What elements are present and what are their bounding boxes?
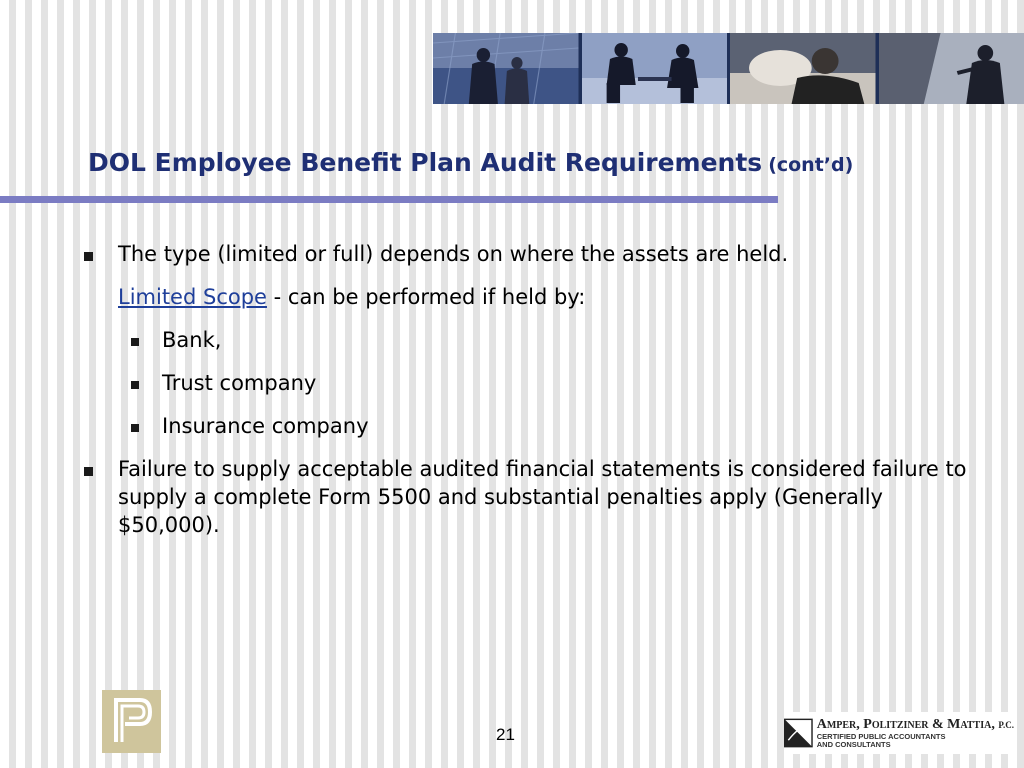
business-people-photo-4	[879, 33, 1024, 104]
title-underline-rule	[0, 196, 778, 203]
business-people-photo-1	[433, 33, 579, 104]
firm-suffix: P.C.	[998, 719, 1014, 730]
firm-subtitle-1: CERTIFIED PUBLIC ACCOUNTANTS	[816, 731, 946, 741]
firm-mark-icon	[784, 713, 813, 753]
limited-scope-link[interactable]: Limited Scope	[118, 285, 267, 309]
slide-title-suffix: (cont’d)	[768, 154, 854, 176]
sub-bullet-text: Trust company	[162, 371, 317, 395]
limited-scope-text: - can be performed if held by:	[266, 285, 586, 309]
sub-bullet-text: Insurance company	[162, 414, 369, 438]
sub-bullet-item	[80, 369, 980, 397]
square-bullet-icon	[131, 381, 139, 389]
limited-scope-line	[80, 283, 980, 311]
slide-title	[88, 148, 853, 177]
square-bullet-icon	[84, 252, 93, 261]
slide-body	[80, 240, 980, 539]
bullet-item-penalties	[80, 455, 980, 539]
business-people-photo-2	[582, 33, 728, 104]
slide-title-main: DOL Employee Benefit Plan Audit Requirements	[88, 148, 763, 177]
square-bullet-icon	[84, 467, 93, 476]
sub-bullet-item	[80, 326, 980, 354]
firm-name-text: Amper, Politziner & Mattia,	[816, 716, 995, 732]
firm-name	[817, 718, 1014, 732]
firm-p-logo	[102, 690, 161, 753]
firm-logo	[784, 712, 1014, 754]
bullet-item-asset-type	[80, 240, 980, 268]
square-bullet-icon	[131, 424, 139, 432]
sub-bullet-text: Bank,	[162, 328, 222, 352]
sub-bullet-item	[80, 412, 980, 440]
firm-subtitle-2: AND CONSULTANTS	[816, 740, 891, 749]
business-people-photo-3	[730, 33, 876, 104]
page-number: 21	[496, 725, 515, 744]
square-bullet-icon	[131, 338, 139, 346]
header-photo-strip	[433, 33, 1024, 104]
bullet-text: Failure to supply acceptable audited financial statements is considered failure to supply a complete Form 5500 and substantial penalties apply (Generally $50,000).	[118, 457, 967, 537]
bullet-text: The type (limited or full) depends on where the assets are held.	[118, 242, 789, 266]
